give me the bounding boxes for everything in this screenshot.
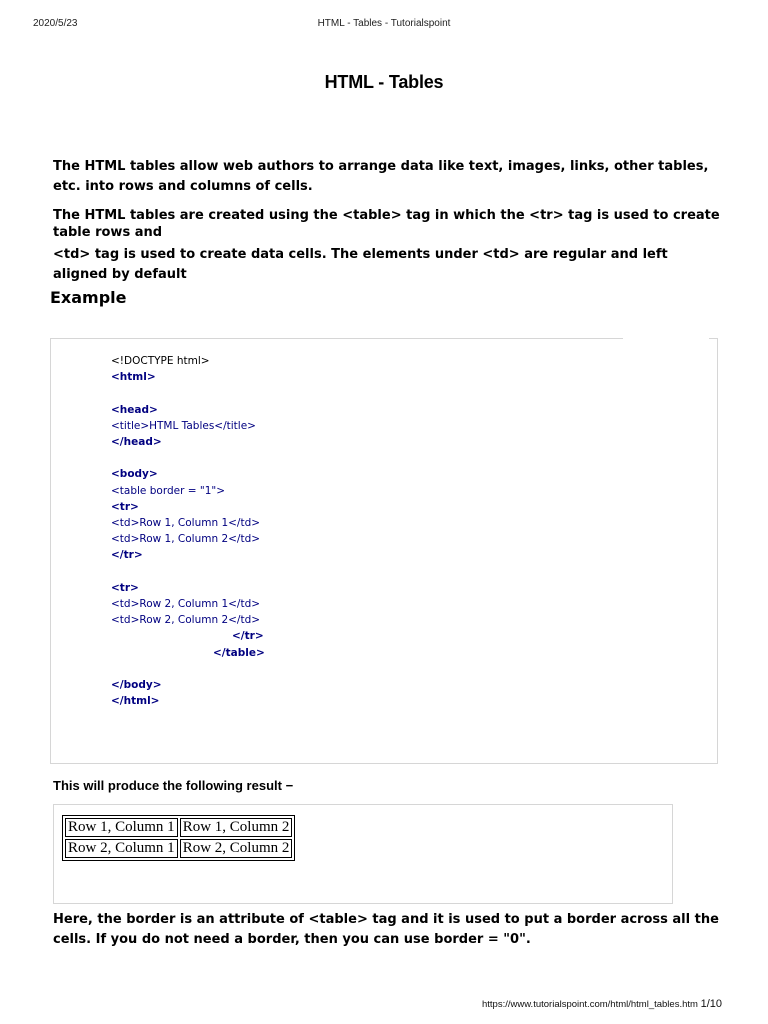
outro-paragraph: Here, the border is an attribute of <table> tag and it is used to put a border across all the cells. If you do not need a border, then you can use border = "0". [53,912,719,947]
table-row [65,839,292,858]
intro-paragraph-1: The HTML tables allow web authors to arrange data like text, images, links, other tables, etc. into rows and columns of cells. [53,159,709,194]
code-line: <html> [111,371,156,384]
code-line: <head> [111,403,158,416]
code-line: </head> [111,436,162,449]
code-line: </tr> [232,630,264,643]
code-line: </table> [213,646,265,659]
code-line: </body> [111,679,162,692]
code-line: </tr> [111,549,143,562]
code-line: <tr> [111,581,139,594]
page-number: 1/10 [700,998,722,1010]
print-date: 2020/5/23 [33,18,78,29]
code-line: <body> [111,468,158,481]
code-line: <td>Row 1, Column 1</td> [111,517,261,530]
code-example [111,353,265,709]
code-line: <td>Row 2, Column 2</td> [111,614,261,627]
table-cell: Row 2, Column 2 [180,839,293,858]
code-line: <td>Row 2, Column 1</td> [111,598,261,611]
table-cell: Row 1, Column 1 [65,818,178,837]
print-header-title: HTML - Tables - Tutorialspoint [317,18,451,29]
code-line: <tr> [111,500,139,513]
code-line: <!DOCTYPE html> [111,355,210,367]
page-title: HTML - Tables [324,72,444,92]
intro-paragraph-2-continued: <td> tag is used to create data cells. The elements under <td> are regular and left aligned by default [53,247,668,282]
table-cell: Row 1, Column 2 [180,818,293,837]
print-footer [482,998,722,1010]
intro-paragraph-2: The HTML tables are created using the <table> tag in which the <tr> tag is used to create table rows and [53,208,720,240]
table-row [65,818,292,837]
code-line: <td>Row 1, Column 2</td> [111,533,261,546]
footer-url: https://www.tutorialspoint.com/html/html_tables.htm [481,999,698,1010]
code-line: <table border = "1"> [111,484,226,497]
result-label: This will produce the following result − [53,778,294,793]
code-line: </html> [111,695,160,708]
result-table [62,815,295,861]
table-cell: Row 2, Column 1 [65,839,178,858]
example-heading: Example [50,288,127,307]
code-line: <title>HTML Tables</title> [111,419,256,432]
